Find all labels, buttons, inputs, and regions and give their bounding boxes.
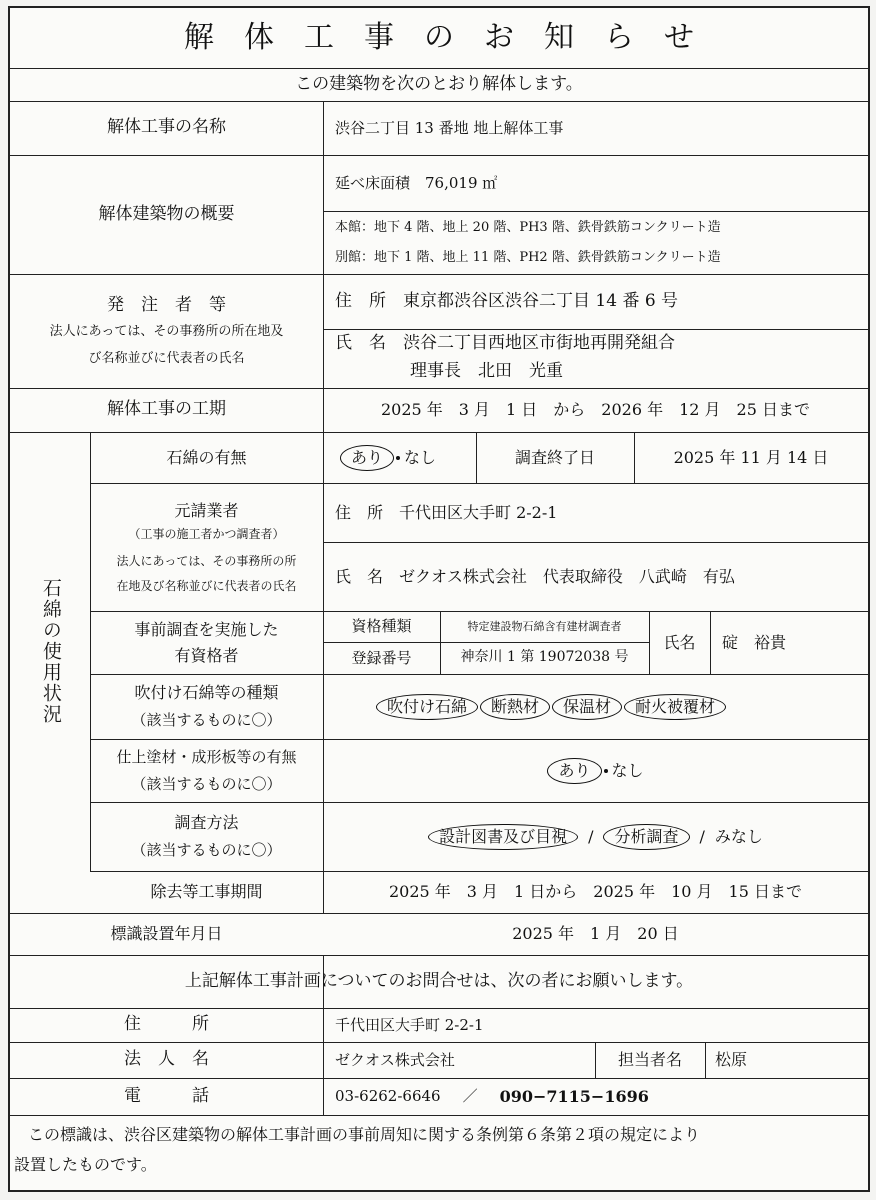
presence-no: なし: [404, 447, 437, 467]
client-name: 氏 名 渋谷二丁目西地区市街地再開発組合: [335, 333, 675, 354]
contractor-label: 元請業者: [174, 500, 239, 520]
asbestos-presence-label: 石綿の有無: [166, 447, 247, 467]
client-label: 発 注 者 等: [107, 295, 226, 316]
sign-date-value: 2025 年 1 月 20 日: [512, 924, 679, 943]
subtitle: この建築物を次のとおり解体します。: [295, 73, 583, 94]
surveyor-label-1: 事前調査を実施した: [134, 619, 279, 639]
client-note-1: 法人にあっては、その事務所の所在地及: [49, 324, 284, 340]
floor-area: 延べ床面積 76,019 ㎡: [335, 173, 498, 192]
finish-options: [323, 739, 868, 802]
spray-option-circled: 断熱材: [480, 694, 550, 720]
method-label-2: （該当するものに〇）: [131, 841, 282, 860]
spray-option-circled: 保温材: [552, 694, 622, 720]
contact-person: 松原: [715, 1050, 748, 1069]
period-label: 解体工事の工期: [107, 399, 226, 420]
finish-label-block: [90, 739, 323, 802]
client-note-2: び名称並びに代表者の氏名: [88, 350, 245, 366]
spray-option-circled: 吹付け石綿: [376, 694, 478, 720]
spray-label-block: [90, 674, 323, 739]
finish-label-1: 仕上塗材・成形板等の有無: [116, 747, 297, 766]
method-label-block: [90, 802, 323, 871]
contact-tel-separator: ／: [462, 1087, 478, 1106]
asbestos-presence-options: [340, 432, 476, 483]
period-value: 2025 年 3 月 1 日 から 2026 年 12 月 25 日まで: [380, 400, 811, 419]
contact-tel-office: 03-6262-6646: [335, 1087, 441, 1106]
contact-person-label: 担当者名: [617, 1050, 682, 1069]
page-title: 解 体 工 事 の お 知 ら せ: [184, 20, 694, 56]
method-options: [323, 802, 868, 871]
method-separator: /: [588, 826, 594, 846]
contractor-note-1: 法人にあっては、その事務所の所: [116, 553, 297, 568]
notice-board: [8, 6, 870, 1192]
main-building: 本館：地下 4 階、地上 20 階、PH3 階、鉄骨鉄筋コンクリート造: [335, 219, 721, 235]
contact-corp-label: 法 人 名: [124, 1049, 209, 1070]
surveyor-label-block: [90, 611, 323, 674]
surveyor-label-2: 有資格者: [174, 645, 239, 665]
method-analysis-circled: 分析調査: [603, 824, 689, 850]
contractor-name: 氏 名 ゼクオス株式会社 代表取締役 八武崎 有弘: [335, 566, 735, 586]
removal-label: 除去等工事期間: [150, 882, 263, 901]
footer-line-1: この標識は、渋谷区建築物の解体工事計画の事前周知に関する条例第６条第２項の規定により: [28, 1125, 701, 1144]
method-design-visual-circled: 設計図書及び目視: [428, 824, 578, 850]
survey-end-date: 2025 年 11 月 14 日: [673, 447, 829, 467]
finish-no: なし: [611, 760, 644, 780]
surveyor-name-value: 碇 裕貴: [722, 632, 787, 652]
contact-intro: 上記解体工事計画についてのお問合せは、次の者にお願いします。: [184, 970, 694, 991]
contact-corp: ゼクオス株式会社: [335, 1050, 455, 1069]
separator-dot: [396, 456, 400, 460]
spray-options: [376, 674, 866, 739]
method-deemed: みなし: [714, 826, 763, 846]
annex-building: 別館：地下 1 階、地上 11 階、PH2 階、鉄骨鉄筋コンクリート造: [335, 249, 721, 265]
contractor-note-2: 在地及び名称並びに代表者の氏名: [116, 578, 297, 593]
contact-tel-label: 電 話: [124, 1085, 209, 1106]
presence-yes-circled: あり: [340, 445, 394, 471]
overview-label: 解体建築物の概要: [98, 203, 235, 224]
finish-yes-circled: あり: [547, 758, 601, 784]
contact-tel-mobile: 090−7115−1696: [499, 1086, 649, 1106]
contractor-sub: （工事の施工者かつ調査者）: [128, 526, 285, 541]
contact-tel-row: [335, 1078, 865, 1115]
contact-address-label: 住 所: [124, 1014, 209, 1035]
sign-date-label: 標識設置年月日: [110, 924, 223, 943]
client-label-block: [10, 274, 323, 388]
asbestos-side-label: 石綿の使用状況: [39, 578, 62, 725]
contractor-address: 住 所 千代田区大手町 2-2-1: [335, 502, 558, 522]
survey-end-label: 調査終了日: [514, 447, 595, 467]
method-separator: /: [699, 826, 705, 846]
construction-name-label: 解体工事の名称: [107, 117, 226, 138]
finish-label-2: （該当するものに〇）: [131, 774, 282, 793]
spray-label-2: （該当するものに〇）: [131, 711, 282, 730]
method-label-1: 調査方法: [174, 813, 239, 833]
removal-value: 2025 年 3 月 1 日から 2025 年 10 月 15 日まで: [388, 882, 803, 901]
contact-address: 千代田区大手町 2-2-1: [335, 1015, 484, 1034]
footer-line-2: 設置したものです。: [14, 1155, 157, 1174]
client-address: 住 所 東京都渋谷区渋谷二丁目 14 番 6 号: [335, 290, 679, 311]
surveyor-name-label: 氏名: [663, 632, 696, 652]
spray-option-circled: 耐火被覆材: [624, 694, 726, 720]
qualification-label: 資格種類: [351, 617, 412, 636]
contractor-label-block: [90, 483, 323, 611]
registration-value: 神奈川 1 第 19072038 号: [460, 649, 629, 666]
registration-label: 登録番号: [351, 648, 412, 667]
separator-dot: [604, 769, 608, 773]
spray-label-1: 吹付け石綿等の種類: [134, 683, 279, 703]
qualification-value: 特定建設物石綿含有建材調査者: [467, 619, 622, 633]
client-representative: 理事長 北田 光重: [410, 361, 563, 382]
construction-name-value: 渋谷二丁目 13 番地 地上解体工事: [335, 118, 564, 137]
